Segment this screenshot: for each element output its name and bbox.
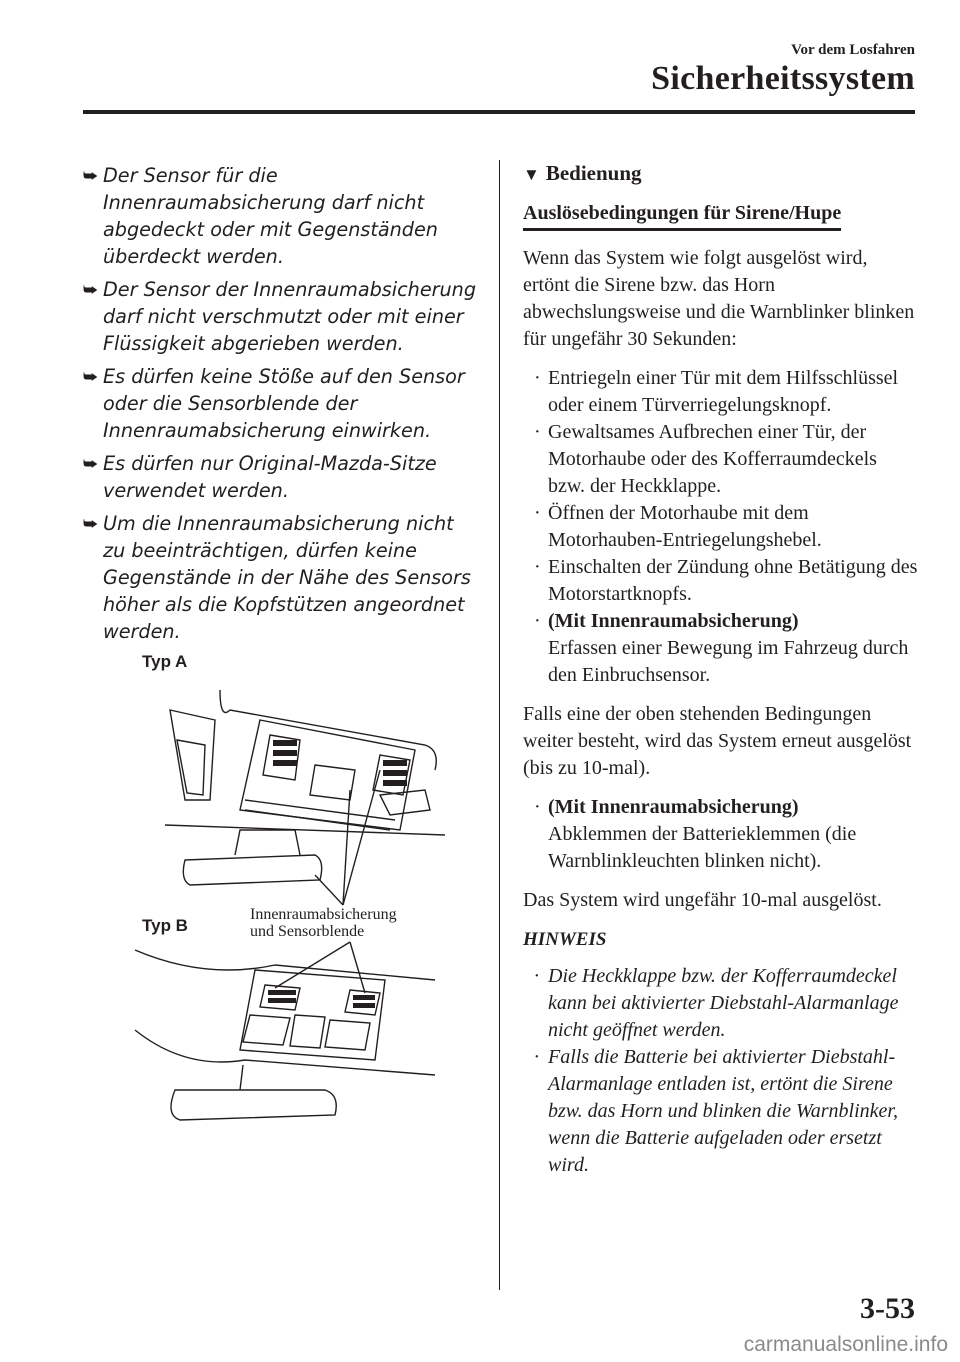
figure-label-type-b: Typ B bbox=[142, 916, 188, 935]
triangle-marker-icon: ▼ bbox=[523, 165, 540, 184]
caution-item bbox=[83, 363, 478, 444]
arrow-bullet-icon: ⮩ bbox=[83, 280, 98, 299]
console-illustration bbox=[125, 650, 455, 1150]
caution-item bbox=[83, 450, 478, 504]
bullet-dot-icon: · bbox=[534, 796, 541, 818]
running-header-title: Sicherheitssystem bbox=[651, 60, 915, 97]
bullet-dot-icon: · bbox=[534, 502, 541, 524]
trigger-text: Öffnen der Motorhaube mit dem Motorhauben-Entriegelungshebel. bbox=[548, 502, 822, 551]
bullet-dot-icon: · bbox=[534, 421, 541, 443]
bullet-dot-icon: · bbox=[534, 1046, 539, 1068]
caution-item bbox=[83, 510, 478, 645]
arrow-bullet-icon: ⮩ bbox=[83, 454, 98, 473]
arrow-bullet-icon: ⮩ bbox=[83, 166, 98, 185]
trigger-text: Abklemmen der Batterieklemmen (die Warnblinkleuchten blinken nicht). bbox=[548, 823, 857, 872]
figure-label-type-a: Typ A bbox=[142, 652, 188, 671]
column-divider bbox=[499, 160, 500, 1290]
figure-caption-line2: und Sensorblende bbox=[250, 923, 365, 940]
bullet-dot-icon: · bbox=[534, 610, 541, 632]
trigger-text: Erfassen einer Bewegung im Fahrzeug durch den Einbruchsensor. bbox=[548, 637, 909, 686]
overhead-console-figure bbox=[125, 650, 455, 1150]
note-list bbox=[523, 963, 918, 1179]
intro-paragraph: Wenn das System wie folgt ausgelöst wird, ertönt die Sirene bzw. das Horn abwechslungsweise und die Warnblinker blinken für ungefähr 30 Sekunden: bbox=[523, 247, 915, 350]
trigger-item bbox=[534, 500, 918, 554]
note-item bbox=[534, 963, 918, 1044]
caution-item bbox=[83, 162, 478, 270]
trigger-text: Einschalten der Zündung ohne Betätigung des Motorstartknopfs. bbox=[548, 556, 918, 605]
note-item bbox=[534, 1044, 918, 1179]
trigger-item bbox=[534, 419, 918, 500]
running-header-section: Vor dem Losfahren bbox=[791, 42, 915, 58]
caution-item bbox=[83, 276, 478, 357]
extra-trigger-list bbox=[523, 794, 918, 875]
trigger-item bbox=[534, 608, 918, 689]
trigger-item bbox=[534, 794, 918, 875]
note-title: HINWEIS bbox=[523, 929, 607, 950]
trigger-qualifier: (Mit Innenraumabsicherung) bbox=[548, 610, 799, 632]
caution-text: Es dürfen keine Stöße auf den Sensor oder die Sensorblende der Innenraumabsicherung einwirken. bbox=[103, 365, 465, 442]
note-text: Falls die Batterie bei aktivierter Diebstahl-Alarmanlage entladen ist, ertönt die Sirene bzw. das Horn und blinken die Warnblinker, wenn die Batterie aufgeladen oder ersetzt wird. bbox=[548, 1046, 898, 1176]
page-number: 3-53 bbox=[860, 1292, 915, 1325]
trigger-text: Gewaltsames Aufbrechen einer Tür, der Motorhaube oder des Kofferraumdeckels bzw. der Heckklappe. bbox=[548, 421, 877, 497]
watermark: carmanualsonline.info bbox=[743, 1333, 948, 1356]
section-heading bbox=[523, 160, 918, 188]
caution-text: Es dürfen nur Original-Mazda-Sitze verwendet werden. bbox=[103, 452, 437, 502]
count-paragraph: Das System wird ungefähr 10-mal ausgelöst. bbox=[523, 889, 882, 911]
trigger-list bbox=[523, 365, 918, 689]
trigger-qualifier: (Mit Innenraumabsicherung) bbox=[548, 796, 799, 818]
trigger-text: Entriegeln einer Tür mit dem Hilfsschlüssel oder einem Türverriegelungsknopf. bbox=[548, 367, 899, 416]
arrow-bullet-icon: ⮩ bbox=[83, 514, 98, 533]
caution-list bbox=[83, 162, 478, 651]
caution-text: Der Sensor der Innenraumabsicherung darf nicht verschmutzt oder mit einer Flüssigkeit abgerieben werden. bbox=[103, 278, 477, 355]
bullet-dot-icon: · bbox=[534, 367, 541, 389]
note-text: Die Heckklappe bzw. der Kofferraumdeckel kann bei aktivierter Diebstahl-Alarmanlage nicht geöffnet werden. bbox=[548, 965, 899, 1041]
repeat-paragraph: Falls eine der oben stehenden Bedingungen weiter besteht, wird das System erneut ausgelöst (bis zu 10-mal). bbox=[523, 703, 912, 779]
trigger-item bbox=[534, 365, 918, 419]
bullet-dot-icon: · bbox=[534, 965, 539, 987]
section-heading-text: Bedienung bbox=[545, 161, 642, 185]
trigger-item bbox=[534, 554, 918, 608]
header-rule bbox=[83, 110, 915, 114]
figure-caption-line1: Innenraumabsicherung bbox=[250, 906, 397, 923]
caution-text: Um die Innenraumabsicherung nicht zu beeinträchtigen, dürfen keine Gegenstände in der Nähe des Sensors höher als die Kopfstützen angeordnet werden. bbox=[103, 512, 471, 643]
caution-text: Der Sensor für die Innenraumabsicherung darf nicht abgedeckt oder mit Gegenständen überdeckt werden. bbox=[103, 164, 438, 268]
subsection-heading: Auslösebedingungen für Sirene/Hupe bbox=[523, 200, 841, 231]
bullet-dot-icon: · bbox=[534, 556, 541, 578]
arrow-bullet-icon: ⮩ bbox=[83, 367, 98, 386]
right-column bbox=[523, 160, 918, 1191]
